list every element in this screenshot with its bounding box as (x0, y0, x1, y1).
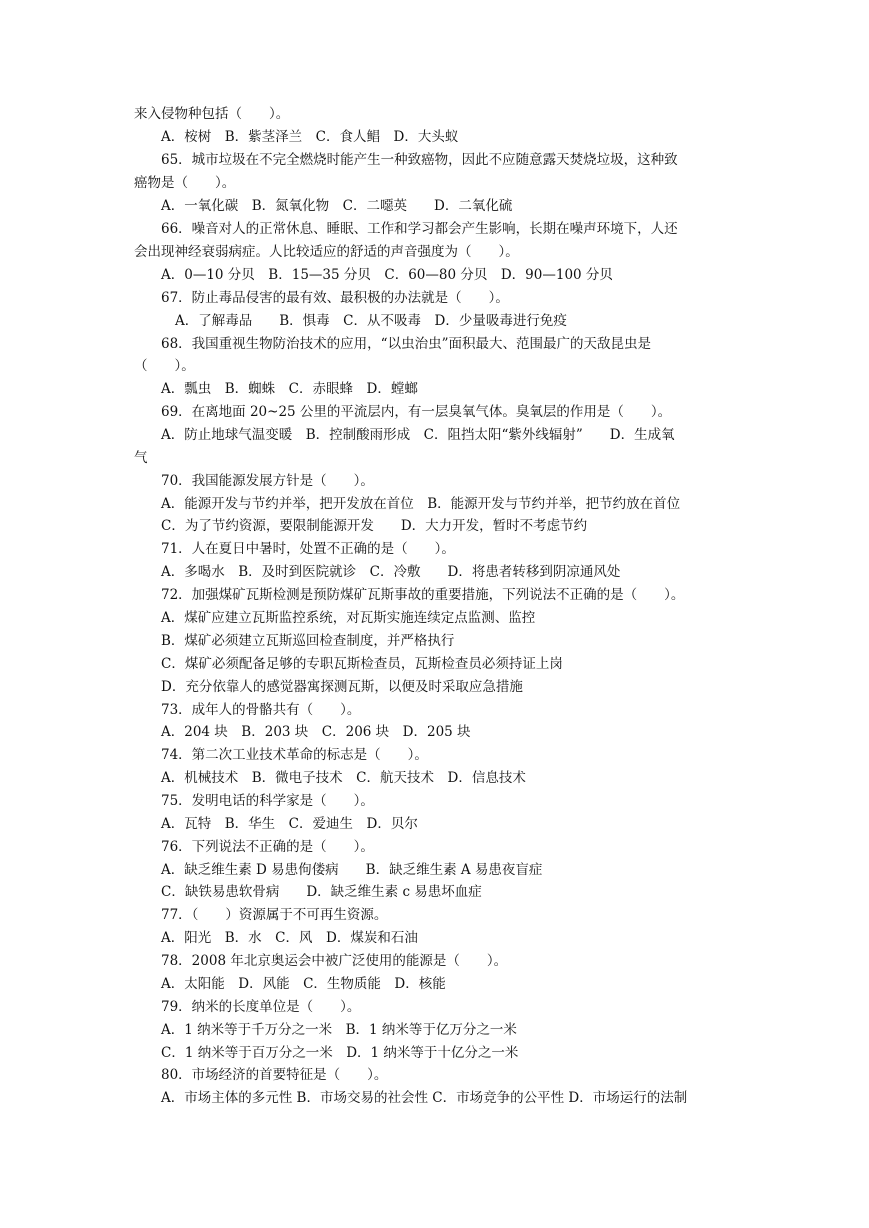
text-line: A．多喝水 B．及时到医院就诊 C．冷敷 D．将患者转移到阴凉通风处 (161, 564, 621, 580)
text-line: 78．2008 年北京奥运会中被广泛使用的能源是（ ）。 (161, 953, 508, 969)
text-line: A．了解毒品 B．惧毒 C．从不吸毒 D．少量吸毒进行免疫 (175, 313, 567, 329)
text-line: 65．城市垃圾在不完全燃烧时能产生一种致癌物，因此不应随意露天焚烧垃圾，这种致 (161, 152, 678, 168)
text-line: 80．市场经济的首要特征是（ ）。 (161, 1067, 388, 1083)
text-line: C．为了节约资源，要限制能源开发 D．大力开发，暂时不考虑节约 (161, 518, 588, 534)
text-line: A．桉树 B．紫茎泽兰 C．食人鲳 D．大头蚁 (161, 129, 459, 145)
text-line: A．0—10 分贝 B．15—35 分贝 C．60—80 分贝 D．90—100 分贝 (161, 267, 613, 283)
text-line: （ ）。 (134, 358, 195, 374)
text-line: A．阳光 B．水 C．风 D．煤炭和石油 (161, 930, 418, 946)
text-line: A．1 纳米等于千万分之一米 B．1 纳米等于亿万分之一米 (161, 1022, 517, 1038)
text-line: A．防止地球气温变暖 B．控制酸雨形成 C．阻挡太阳“紫外线辐射” D．生成氧 (161, 427, 675, 443)
text-line: A．能源开发与节约并举，把开发放在首位 B．能源开发与节约并举，把节约放在首位 (161, 496, 681, 512)
text-line: 72．加强煤矿瓦斯检测是预防煤矿瓦斯事故的重要措施，下列说法不正确的是（ ）。 (161, 587, 685, 603)
text-line: 69．在离地面 20~25 公里的平流层内，有一层臭氧气体。臭氧层的作用是（ ）。 (161, 404, 672, 420)
text-line: 气 (134, 450, 148, 466)
text-line: 70．我国能源发展方针是（ ）。 (161, 473, 374, 489)
text-line: A．市场主体的多元性 B．市场交易的社会性 C．市场竞争的公平性 D．市场运行的法制 (161, 1090, 688, 1106)
text-line: 来入侵物种包括（ ）。 (134, 106, 290, 122)
text-line: 75．发明电话的科学家是（ ）。 (161, 793, 374, 809)
text-line: 癌物是（ ）。 (134, 175, 236, 191)
text-line: 会出现神经衰弱病症。人比较适应的舒适的声音强度为（ ）。 (134, 244, 519, 260)
text-line: 76．下列说法不正确的是（ ）。 (161, 839, 374, 855)
text-line: C．煤矿必须配备足够的专职瓦斯检查员，瓦斯检查员必须持证上岗 (161, 656, 563, 672)
text-line: 66．噪音对人的正常休息、睡眠、工作和学习都会产生影响，长期在噪声环境下，人还 (161, 221, 678, 237)
text-line: 79．纳米的长度单位是（ ）。 (161, 999, 361, 1015)
text-line: A．瓦特 B．华生 C．爱迪生 D．贝尔 (161, 816, 418, 832)
text-line: 74．第二次工业技术革命的标志是（ ）。 (161, 747, 428, 763)
text-line: 68．我国重视生物防治技术的应用，“以虫治虫”面积最大、范围最广的天敌昆虫是 (161, 336, 651, 352)
text-line: A．机械技术 B．微电子技术 C．航天技术 D．信息技术 (161, 770, 526, 786)
text-line: C．1 纳米等于百万分之一米 D．1 纳米等于十亿分之一米 (161, 1045, 519, 1061)
text-line: B．煤矿必须建立瓦斯巡回检查制度，并严格执行 (161, 633, 455, 649)
text-line: A．瓢虫 B．蜘蛛 C．赤眼蜂 D．螳螂 (161, 381, 418, 397)
text-line: A．204 块 B．203 块 C．206 块 D．205 块 (161, 724, 471, 740)
text-line: A．煤矿应建立瓦斯监控系统，对瓦斯实施连续定点监测、监控 (161, 610, 536, 626)
text-line: 73．成年人的骨骼共有（ ）。 (161, 702, 361, 718)
text-line: A．缺乏维生素 D 易患佝偻病 B．缺乏维生素 A 易患夜盲症 (161, 862, 543, 878)
text-line: 77．（ ）资源属于不可再生资源。 (161, 907, 388, 923)
text-line: A．一氧化碳 B．氮氧化物 C．二噁英 D．二氧化硫 (161, 198, 513, 214)
text-line: C．缺铁易患软骨病 D．缺乏维生素 c 易患坏血症 (161, 884, 482, 900)
text-line: 71．人在夏日中暑时，处置不正确的是（ ）。 (161, 541, 455, 557)
text-line: A．太阳能 D．风能 C．生物质能 D．核能 (161, 976, 446, 992)
text-line: 67．防止毒品侵害的最有效、最积极的办法就是（ ）。 (161, 290, 509, 306)
text-line: D．充分依靠人的感觉器寓探测瓦斯，以便及时采取应急措施 (161, 679, 523, 695)
